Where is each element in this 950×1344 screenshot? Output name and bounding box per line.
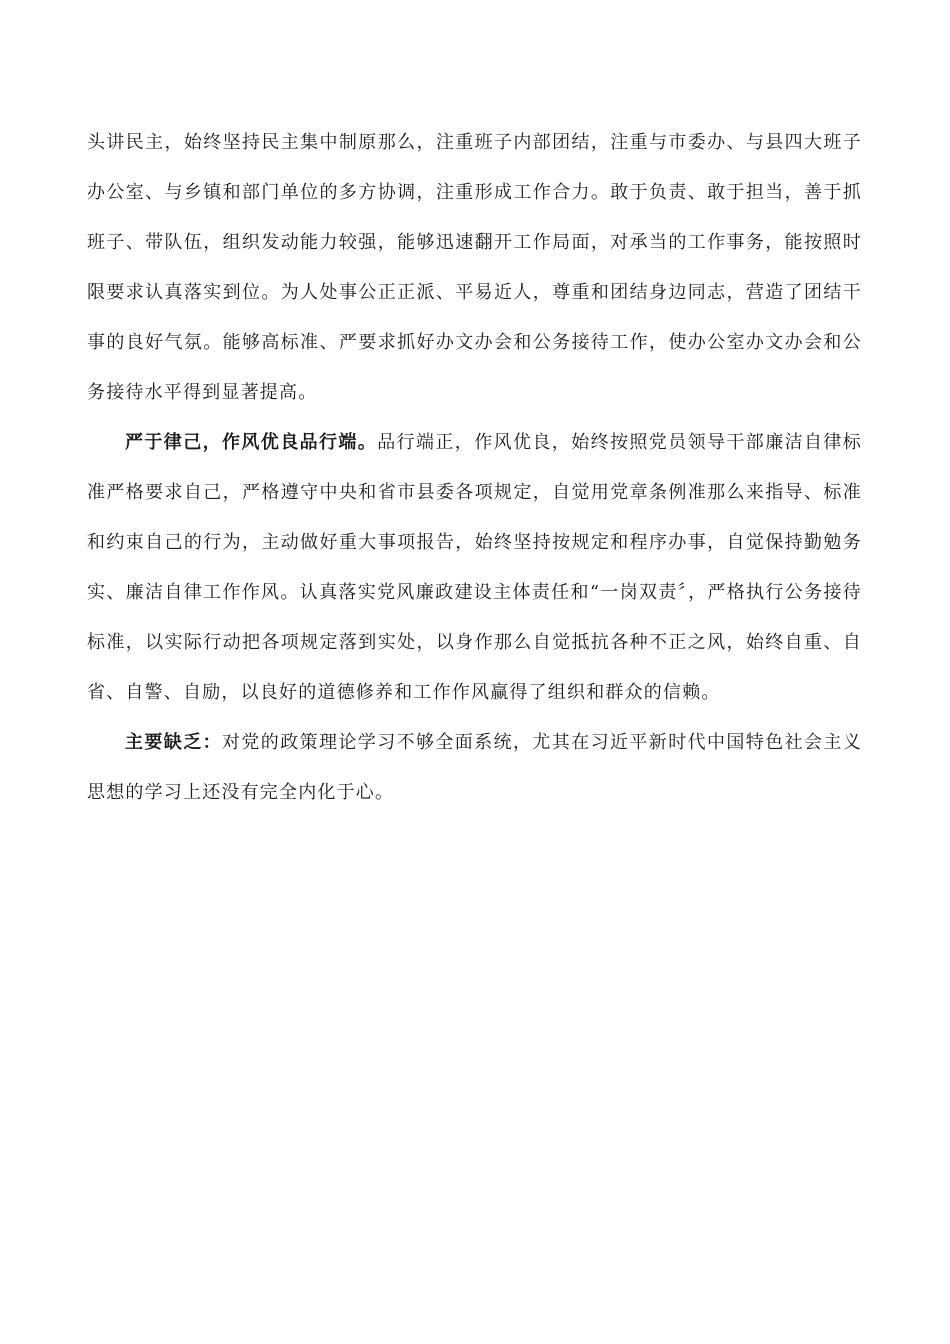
paragraph-continuation bbox=[87, 118, 862, 418]
document-body bbox=[87, 118, 862, 818]
paragraph-text: 对党的政策理论学习不够全面系统，尤其在习近平新时代中国特色社会主义思想的学习上还没有完全内化于心。 bbox=[87, 732, 862, 803]
paragraph-text: 头讲民主，始终坚持民主集中制原那么，注重班子内部团结，注重与市委办、与县四大班子办公室、与乡镇和部门单位的多方协调，注重形成工作合力。敢于负责、敢于担当，善于抓班子、带队伍，组织发动能力较强，能够迅速翻开工作局面，对承当的工作事务，能按照时限要求认真落实到位。为人处事公正正派、平易近人，尊重和团结身边同志，营造了团结干事的良好气氛。能够高标准、严要求抓好办文办会和公务接待工作，使办公室办文办会和公务接待水平得到显著提高。 bbox=[87, 132, 862, 403]
paragraph-lead-heading: 严于律己，作风优良品行端。 bbox=[125, 432, 378, 453]
paragraph-lead-heading: 主要缺乏： bbox=[125, 732, 222, 753]
paragraph-main-shortcomings bbox=[87, 718, 862, 818]
paragraph-text: 品行端正，作风优良，始终按照党员领导干部廉洁自律标准严格要求自己，严格遵守中央和省市县委各项规定，自觉用党章条例准那么来指导、标准和约束自己的行为，主动做好重大事项报告，始终坚持按规定和程序办事，自觉保持勤勉务实、廉洁自律工作作风。认真落实党风廉政建设主体责任和“一岗双责〞，严格执行公务接待标准，以实际行动把各项规定落到实处，以身作那么自觉抵抗各种不正之风，始终自重、自省、自警、自励，以良好的道德修养和工作作风赢得了组织和群众的信赖。 bbox=[87, 432, 862, 703]
paragraph-self-discipline bbox=[87, 418, 862, 718]
